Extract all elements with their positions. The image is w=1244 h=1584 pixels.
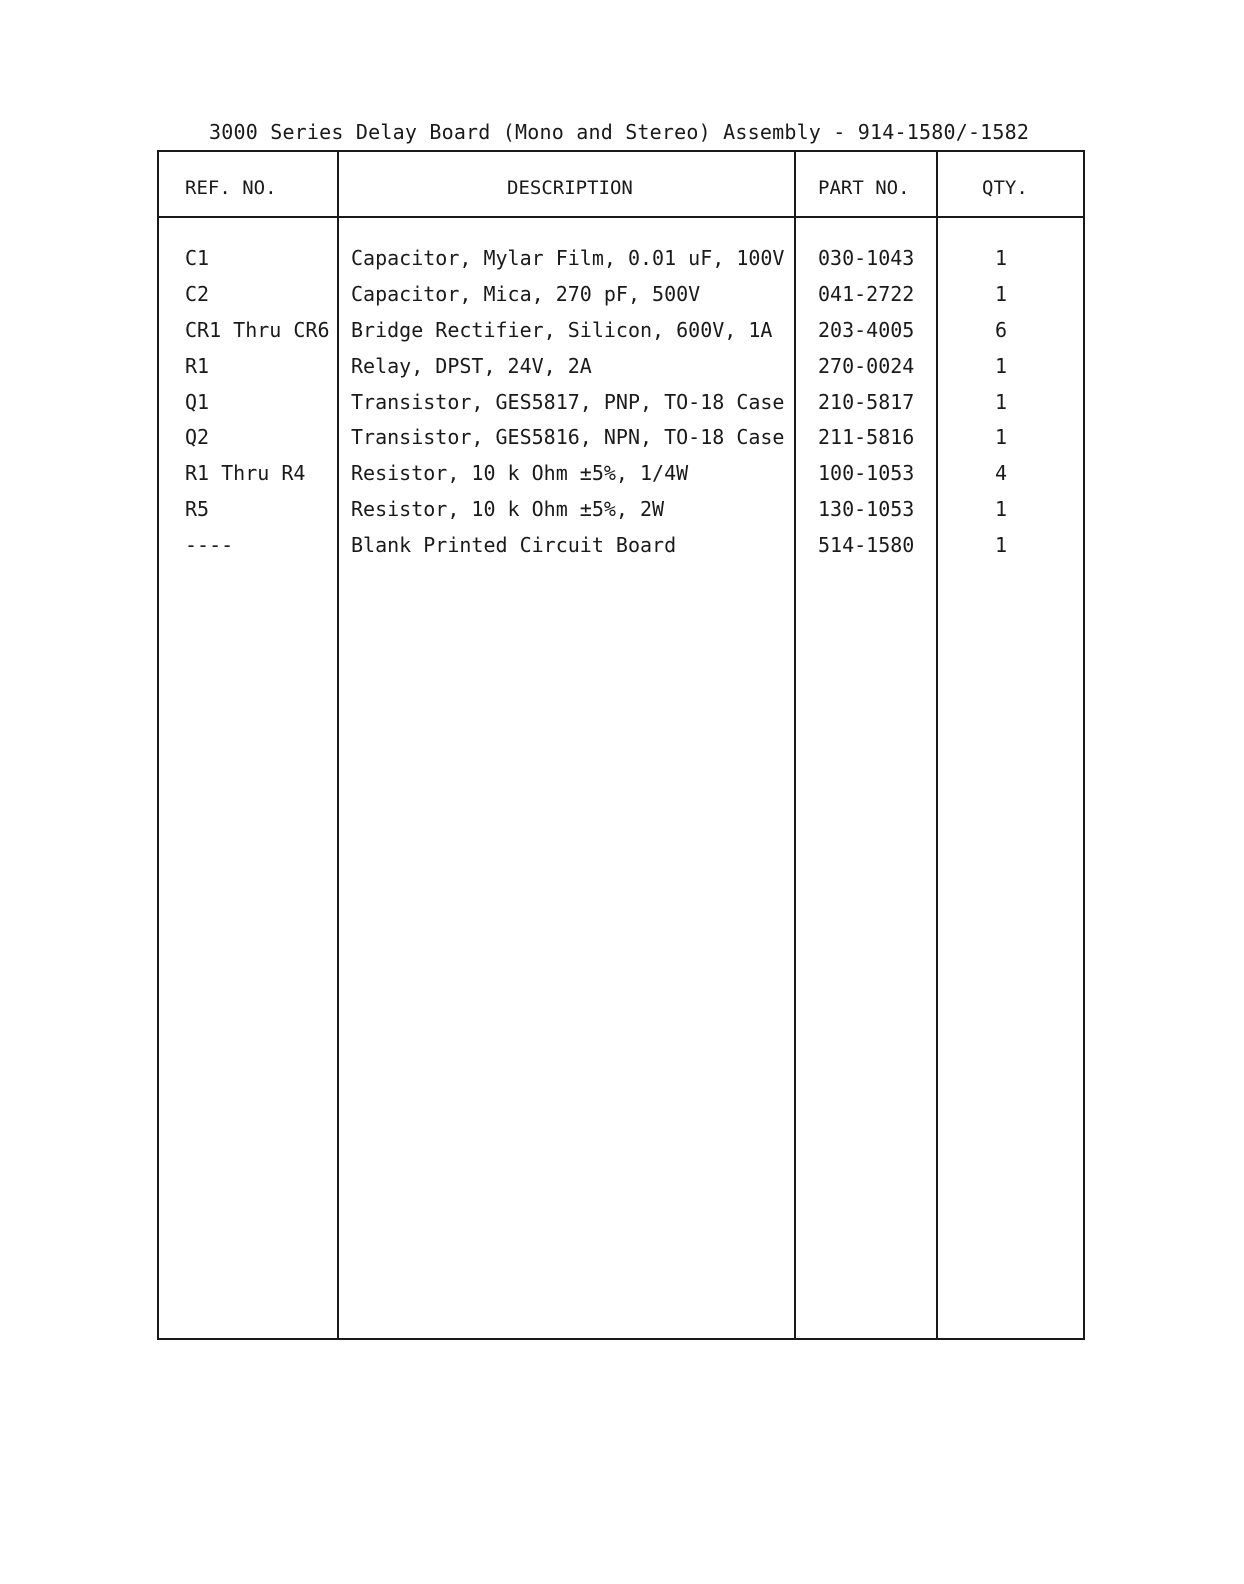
qty-cell: 1 [994,497,1008,521]
ref-cell: C2 [185,282,210,306]
qty-cell: 4 [994,461,1008,485]
description-cell: Capacitor, Mylar Film, 0.01 uF, 100V [351,246,785,270]
description-cell: Transistor, GES5816, NPN, TO-18 Case [351,425,785,449]
ref-cell: C1 [185,246,210,270]
qty-cell: 1 [994,533,1008,557]
qty-cell: 1 [994,354,1008,378]
qty-cell: 6 [994,318,1008,342]
ref-cell: R1 Thru R4 [185,461,306,485]
table-row [0,530,1244,566]
table-row [0,422,1244,458]
part-no-cell: 030-1043 [818,246,915,270]
qty-cell: 1 [994,390,1008,414]
ref-cell: Q1 [185,390,210,414]
ref-cell: ---- [185,533,234,557]
table-row [0,387,1244,423]
description-cell: Relay, DPST, 24V, 2A [351,354,592,378]
ref-cell: CR1 Thru CR6 [185,318,330,342]
header-ref-no: REF. NO. [185,177,277,199]
description-cell: Resistor, 10 k Ohm ±5%, 2W [351,497,665,521]
qty-cell: 1 [994,282,1008,306]
part-no-cell: 270-0024 [818,354,915,378]
part-no-cell: 130-1053 [818,497,915,521]
header-part-no: PART NO. [818,177,910,199]
document-title: 3000 Series Delay Board (Mono and Stereo) Assembly - 914-1580/-1582 [209,120,1030,144]
table-row [0,315,1244,351]
table-row [0,494,1244,530]
qty-cell: 1 [994,246,1008,270]
qty-cell: 1 [994,425,1008,449]
table-row [0,351,1244,387]
header-qty: QTY. [982,177,1028,199]
ref-cell: Q2 [185,425,210,449]
ref-cell: R1 [185,354,210,378]
table-row [0,458,1244,494]
part-no-cell: 210-5817 [818,390,915,414]
header-description: DESCRIPTION [507,177,633,199]
table-row [0,279,1244,315]
ref-cell: R5 [185,497,210,521]
part-no-cell: 100-1053 [818,461,915,485]
description-cell: Bridge Rectifier, Silicon, 600V, 1A [351,318,773,342]
table-row [0,243,1244,279]
part-no-cell: 041-2722 [818,282,915,306]
description-cell: Resistor, 10 k Ohm ±5%, 1/4W [351,461,689,485]
description-cell: Blank Printed Circuit Board [351,533,677,557]
description-cell: Transistor, GES5817, PNP, TO-18 Case [351,390,785,414]
description-cell: Capacitor, Mica, 270 pF, 500V [351,282,701,306]
part-no-cell: 203-4005 [818,318,915,342]
part-no-cell: 211-5816 [818,425,915,449]
part-no-cell: 514-1580 [818,533,915,557]
header-divider [157,216,1085,218]
